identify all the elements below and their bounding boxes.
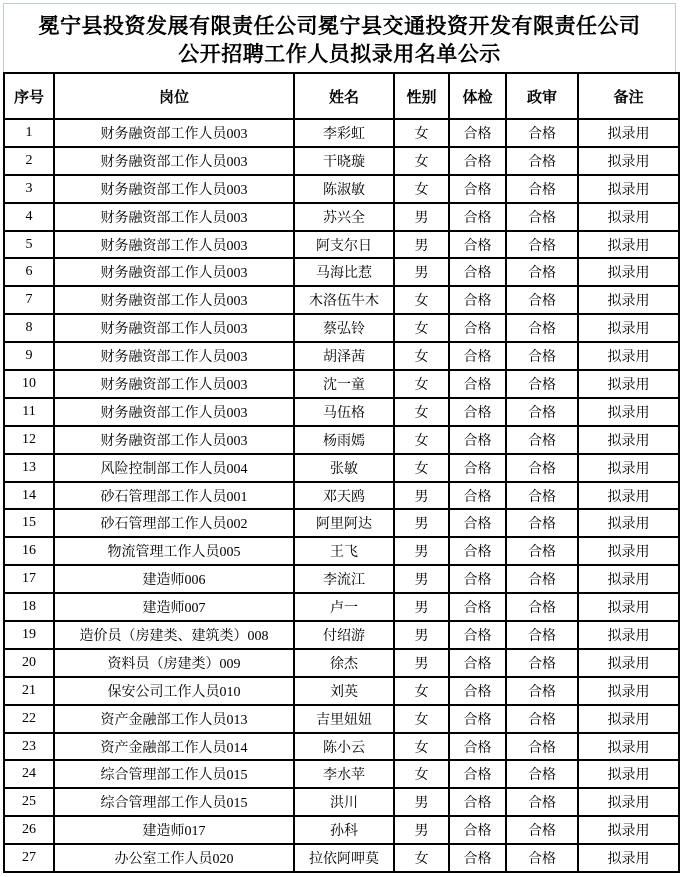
cell-name: 卢一 — [294, 593, 394, 621]
cell-remark: 拟录用 — [578, 454, 679, 482]
cell-gender: 女 — [394, 147, 449, 175]
cell-political-review: 合格 — [506, 231, 578, 259]
cell-gender: 男 — [394, 816, 449, 844]
cell-physical-exam: 合格 — [449, 788, 506, 816]
cell-serial: 20 — [4, 649, 54, 677]
table-row — [4, 175, 679, 203]
cell-physical-exam: 合格 — [449, 426, 506, 454]
cell-gender: 女 — [394, 733, 449, 761]
cell-position: 保安公司工作人员010 — [54, 677, 294, 705]
cell-political-review: 合格 — [506, 816, 578, 844]
cell-position: 财务融资部工作人员003 — [54, 119, 294, 147]
table-row — [4, 593, 679, 621]
cell-name: 蔡弘铃 — [294, 314, 394, 342]
cell-name: 拉依阿呷莫 — [294, 844, 394, 872]
cell-name: 刘英 — [294, 677, 394, 705]
cell-serial: 10 — [4, 370, 54, 398]
cell-remark: 拟录用 — [578, 370, 679, 398]
cell-serial: 6 — [4, 258, 54, 286]
cell-serial: 27 — [4, 844, 54, 872]
cell-gender: 女 — [394, 677, 449, 705]
cell-name: 马伍格 — [294, 398, 394, 426]
cell-name: 陈淑敏 — [294, 175, 394, 203]
cell-position: 资产金融部工作人员013 — [54, 705, 294, 733]
cell-serial: 17 — [4, 565, 54, 593]
cell-remark: 拟录用 — [578, 788, 679, 816]
cell-name: 李流江 — [294, 565, 394, 593]
table-row — [4, 398, 679, 426]
cell-gender: 男 — [394, 482, 449, 510]
cell-physical-exam: 合格 — [449, 593, 506, 621]
cell-political-review: 合格 — [506, 733, 578, 761]
cell-position: 财务融资部工作人员003 — [54, 286, 294, 314]
cell-political-review: 合格 — [506, 175, 578, 203]
cell-position: 建造师006 — [54, 565, 294, 593]
cell-political-review: 合格 — [506, 482, 578, 510]
cell-gender: 男 — [394, 509, 449, 537]
cell-gender: 女 — [394, 175, 449, 203]
col-header-remark: 备注 — [578, 73, 679, 119]
table-row — [4, 342, 679, 370]
cell-remark: 拟录用 — [578, 286, 679, 314]
cell-remark: 拟录用 — [578, 258, 679, 286]
cell-political-review: 合格 — [506, 426, 578, 454]
cell-serial: 15 — [4, 509, 54, 537]
cell-serial: 1 — [4, 119, 54, 147]
cell-remark: 拟录用 — [578, 705, 679, 733]
cell-political-review: 合格 — [506, 677, 578, 705]
table-row — [4, 537, 679, 565]
cell-position: 财务融资部工作人员003 — [54, 147, 294, 175]
cell-remark: 拟录用 — [578, 649, 679, 677]
cell-name: 阿里阿达 — [294, 509, 394, 537]
cell-political-review: 合格 — [506, 537, 578, 565]
cell-physical-exam: 合格 — [449, 119, 506, 147]
cell-gender: 女 — [394, 398, 449, 426]
cell-remark: 拟录用 — [578, 677, 679, 705]
cell-position: 砂石管理部工作人员001 — [54, 482, 294, 510]
cell-gender: 女 — [394, 314, 449, 342]
cell-physical-exam: 合格 — [449, 733, 506, 761]
cell-physical-exam: 合格 — [449, 760, 506, 788]
cell-physical-exam: 合格 — [449, 286, 506, 314]
cell-name: 王飞 — [294, 537, 394, 565]
cell-political-review: 合格 — [506, 203, 578, 231]
cell-physical-exam: 合格 — [449, 705, 506, 733]
cell-gender: 男 — [394, 593, 449, 621]
cell-position: 财务融资部工作人员003 — [54, 175, 294, 203]
cell-position: 财务融资部工作人员003 — [54, 370, 294, 398]
cell-remark: 拟录用 — [578, 621, 679, 649]
cell-remark: 拟录用 — [578, 203, 679, 231]
col-header-name: 姓名 — [294, 73, 394, 119]
cell-position: 建造师007 — [54, 593, 294, 621]
cell-position: 办公室工作人员020 — [54, 844, 294, 872]
cell-name: 孙科 — [294, 816, 394, 844]
cell-position: 财务融资部工作人员003 — [54, 398, 294, 426]
cell-position: 财务融资部工作人员003 — [54, 231, 294, 259]
cell-gender: 男 — [394, 649, 449, 677]
cell-name: 胡泽茜 — [294, 342, 394, 370]
table-row — [4, 286, 679, 314]
cell-political-review: 合格 — [506, 760, 578, 788]
cell-serial: 3 — [4, 175, 54, 203]
cell-political-review: 合格 — [506, 119, 578, 147]
table-row — [4, 314, 679, 342]
col-header-political-review: 政审 — [506, 73, 578, 119]
cell-gender: 男 — [394, 788, 449, 816]
cell-serial: 24 — [4, 760, 54, 788]
cell-remark: 拟录用 — [578, 509, 679, 537]
cell-gender: 女 — [394, 844, 449, 872]
cell-serial: 5 — [4, 231, 54, 259]
cell-serial: 7 — [4, 286, 54, 314]
cell-serial: 21 — [4, 677, 54, 705]
cell-remark: 拟录用 — [578, 426, 679, 454]
cell-political-review: 合格 — [506, 286, 578, 314]
table-row — [4, 649, 679, 677]
cell-gender: 女 — [394, 286, 449, 314]
table-row — [4, 677, 679, 705]
cell-serial: 8 — [4, 314, 54, 342]
cell-name: 陈小云 — [294, 733, 394, 761]
col-header-gender: 性别 — [394, 73, 449, 119]
cell-physical-exam: 合格 — [449, 258, 506, 286]
cell-gender: 男 — [394, 621, 449, 649]
cell-political-review: 合格 — [506, 705, 578, 733]
cell-gender: 女 — [394, 454, 449, 482]
cell-remark: 拟录用 — [578, 342, 679, 370]
title-line-2: 公开招聘工作人员拟录用名单公示 — [178, 42, 501, 66]
cell-gender: 女 — [394, 119, 449, 147]
col-header-position: 岗位 — [54, 73, 294, 119]
cell-position: 建造师017 — [54, 816, 294, 844]
cell-physical-exam: 合格 — [449, 175, 506, 203]
cell-political-review: 合格 — [506, 788, 578, 816]
cell-gender: 女 — [394, 370, 449, 398]
page-title — [3, 3, 676, 72]
cell-physical-exam: 合格 — [449, 565, 506, 593]
cell-gender: 男 — [394, 231, 449, 259]
cell-name: 李彩虹 — [294, 119, 394, 147]
cell-political-review: 合格 — [506, 454, 578, 482]
cell-gender: 女 — [394, 342, 449, 370]
cell-position: 财务融资部工作人员003 — [54, 258, 294, 286]
cell-name: 苏兴全 — [294, 203, 394, 231]
cell-position: 综合管理部工作人员015 — [54, 788, 294, 816]
cell-name: 付绍游 — [294, 621, 394, 649]
cell-physical-exam: 合格 — [449, 482, 506, 510]
cell-physical-exam: 合格 — [449, 398, 506, 426]
table-row — [4, 705, 679, 733]
cell-physical-exam: 合格 — [449, 844, 506, 872]
cell-serial: 16 — [4, 537, 54, 565]
cell-serial: 9 — [4, 342, 54, 370]
table-row — [4, 147, 679, 175]
table-row — [4, 565, 679, 593]
table-row — [4, 454, 679, 482]
cell-position: 综合管理部工作人员015 — [54, 760, 294, 788]
cell-remark: 拟录用 — [578, 565, 679, 593]
table-row — [4, 733, 679, 761]
cell-name: 李水苹 — [294, 760, 394, 788]
cell-gender: 男 — [394, 565, 449, 593]
table-row — [4, 370, 679, 398]
cell-serial: 22 — [4, 705, 54, 733]
cell-name: 杨雨嫣 — [294, 426, 394, 454]
cell-name: 木洛伍牛木 — [294, 286, 394, 314]
cell-physical-exam: 合格 — [449, 509, 506, 537]
table-row — [4, 258, 679, 286]
cell-remark: 拟录用 — [578, 175, 679, 203]
cell-remark: 拟录用 — [578, 593, 679, 621]
table-row — [4, 621, 679, 649]
cell-serial: 23 — [4, 733, 54, 761]
table-row — [4, 426, 679, 454]
cell-remark: 拟录用 — [578, 119, 679, 147]
cell-serial: 14 — [4, 482, 54, 510]
cell-political-review: 合格 — [506, 314, 578, 342]
cell-serial: 12 — [4, 426, 54, 454]
cell-name: 干晓璇 — [294, 147, 394, 175]
table-row — [4, 203, 679, 231]
table-row — [4, 231, 679, 259]
cell-political-review: 合格 — [506, 147, 578, 175]
cell-physical-exam: 合格 — [449, 537, 506, 565]
cell-name: 沈一童 — [294, 370, 394, 398]
cell-physical-exam: 合格 — [449, 677, 506, 705]
cell-gender: 男 — [394, 258, 449, 286]
cell-serial: 26 — [4, 816, 54, 844]
cell-remark: 拟录用 — [578, 147, 679, 175]
cell-physical-exam: 合格 — [449, 231, 506, 259]
cell-serial: 18 — [4, 593, 54, 621]
cell-position: 财务融资部工作人员003 — [54, 314, 294, 342]
cell-name: 徐杰 — [294, 649, 394, 677]
cell-physical-exam: 合格 — [449, 649, 506, 677]
cell-position: 资料员（房建类）009 — [54, 649, 294, 677]
cell-political-review: 合格 — [506, 258, 578, 286]
cell-serial: 25 — [4, 788, 54, 816]
table-row — [4, 816, 679, 844]
cell-physical-exam: 合格 — [449, 370, 506, 398]
header-row — [4, 73, 679, 119]
cell-political-review: 合格 — [506, 398, 578, 426]
cell-physical-exam: 合格 — [449, 816, 506, 844]
cell-remark: 拟录用 — [578, 844, 679, 872]
cell-political-review: 合格 — [506, 649, 578, 677]
cell-gender: 男 — [394, 203, 449, 231]
cell-physical-exam: 合格 — [449, 147, 506, 175]
cell-political-review: 合格 — [506, 621, 578, 649]
col-header-serial: 序号 — [4, 73, 54, 119]
cell-remark: 拟录用 — [578, 314, 679, 342]
cell-physical-exam: 合格 — [449, 342, 506, 370]
cell-name: 洪川 — [294, 788, 394, 816]
cell-position: 造价员（房建类、建筑类）008 — [54, 621, 294, 649]
cell-name: 马海比惹 — [294, 258, 394, 286]
table-row — [4, 760, 679, 788]
title-line-1: 冕宁县投资发展有限责任公司冕宁县交通投资开发有限责任公司 — [38, 14, 641, 38]
cell-serial: 4 — [4, 203, 54, 231]
cell-remark: 拟录用 — [578, 760, 679, 788]
table-row — [4, 482, 679, 510]
cell-political-review: 合格 — [506, 844, 578, 872]
cell-position: 风险控制部工作人员004 — [54, 454, 294, 482]
roster-body — [4, 119, 679, 872]
table-row — [4, 788, 679, 816]
recruitment-roster-table — [3, 72, 680, 873]
cell-name: 吉里妞妞 — [294, 705, 394, 733]
cell-physical-exam: 合格 — [449, 621, 506, 649]
cell-name: 张敏 — [294, 454, 394, 482]
cell-gender: 女 — [394, 705, 449, 733]
cell-remark: 拟录用 — [578, 733, 679, 761]
cell-physical-exam: 合格 — [449, 454, 506, 482]
cell-name: 阿支尔日 — [294, 231, 394, 259]
cell-serial: 2 — [4, 147, 54, 175]
cell-serial: 19 — [4, 621, 54, 649]
cell-political-review: 合格 — [506, 565, 578, 593]
cell-serial: 13 — [4, 454, 54, 482]
cell-gender: 男 — [394, 537, 449, 565]
cell-political-review: 合格 — [506, 370, 578, 398]
cell-name: 邓天鸥 — [294, 482, 394, 510]
cell-position: 砂石管理部工作人员002 — [54, 509, 294, 537]
cell-position: 物流管理工作人员005 — [54, 537, 294, 565]
table-row — [4, 509, 679, 537]
col-header-physical-exam: 体检 — [449, 73, 506, 119]
cell-position: 财务融资部工作人员003 — [54, 426, 294, 454]
cell-remark: 拟录用 — [578, 816, 679, 844]
cell-political-review: 合格 — [506, 509, 578, 537]
cell-physical-exam: 合格 — [449, 203, 506, 231]
table-row — [4, 844, 679, 872]
cell-remark: 拟录用 — [578, 398, 679, 426]
cell-gender: 女 — [394, 426, 449, 454]
cell-gender: 女 — [394, 760, 449, 788]
cell-political-review: 合格 — [506, 593, 578, 621]
cell-physical-exam: 合格 — [449, 314, 506, 342]
cell-political-review: 合格 — [506, 342, 578, 370]
cell-remark: 拟录用 — [578, 537, 679, 565]
cell-remark: 拟录用 — [578, 482, 679, 510]
table-row — [4, 119, 679, 147]
cell-serial: 11 — [4, 398, 54, 426]
cell-position: 财务融资部工作人员003 — [54, 203, 294, 231]
cell-position: 资产金融部工作人员014 — [54, 733, 294, 761]
cell-remark: 拟录用 — [578, 231, 679, 259]
cell-position: 财务融资部工作人员003 — [54, 342, 294, 370]
